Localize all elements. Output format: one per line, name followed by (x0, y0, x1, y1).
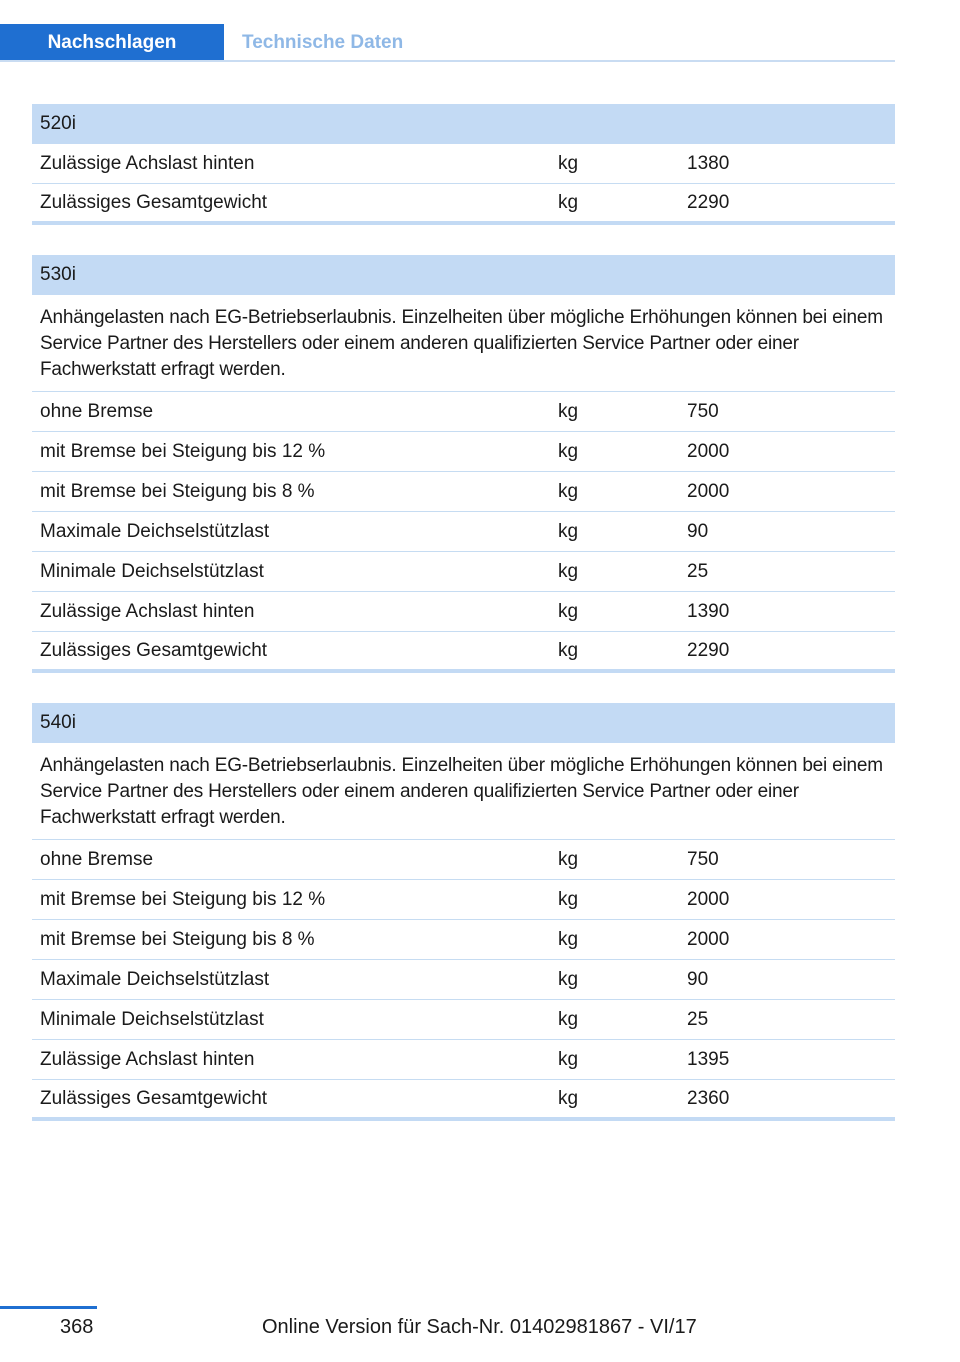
table-row (32, 392, 895, 432)
row-unit: kg (558, 400, 579, 422)
row-unit: kg (558, 848, 579, 870)
table-row (32, 512, 895, 552)
page-number: 368 (60, 1316, 94, 1338)
spec-table (32, 703, 895, 1121)
row-label: Minimale Deichselstützlast (40, 560, 264, 582)
row-label: Zulässiges Gesamtgewicht (40, 1087, 268, 1109)
table-row (32, 472, 895, 512)
row-value: 2290 (687, 639, 730, 661)
table-row (32, 960, 895, 1000)
table-title: 540i (32, 703, 895, 743)
row-label: Minimale Deichselstützlast (40, 1008, 264, 1030)
row-label: ohne Bremse (40, 400, 154, 422)
table-row (32, 1080, 895, 1121)
header-divider (0, 60, 895, 62)
footer-accent-line (0, 1306, 97, 1309)
row-value: 90 (687, 968, 709, 990)
tab-nachschlagen[interactable]: Nachschlagen (0, 24, 224, 62)
row-unit: kg (558, 928, 579, 950)
row-unit: kg (558, 1008, 579, 1030)
row-unit: kg (558, 560, 579, 582)
table-row (32, 144, 895, 184)
row-value: 2290 (687, 191, 730, 213)
row-unit: kg (558, 1087, 579, 1109)
table-row (32, 1040, 895, 1080)
row-unit: kg (558, 480, 579, 502)
row-value: 2360 (687, 1087, 730, 1109)
table-row (32, 840, 895, 880)
row-unit: kg (558, 152, 579, 174)
row-value: 90 (687, 520, 709, 542)
row-label: mit Bremse bei Steigung bis 12 % (40, 440, 326, 462)
row-value: 2000 (687, 928, 730, 950)
row-label: Zulässiges Gesamtgewicht (40, 191, 268, 213)
table-title: 520i (32, 104, 895, 144)
table-row (32, 920, 895, 960)
row-value: 1395 (687, 1048, 730, 1070)
page-header (0, 24, 895, 62)
row-unit: kg (558, 191, 579, 213)
row-unit: kg (558, 1048, 579, 1070)
row-label: Maximale Deichselstützlast (40, 968, 270, 990)
table-title: 530i (32, 255, 895, 295)
row-value: 2000 (687, 888, 730, 910)
row-unit: kg (558, 968, 579, 990)
row-label: ohne Bremse (40, 848, 154, 870)
tab-technische-daten[interactable]: Technische Daten (242, 32, 404, 53)
row-value: 1380 (687, 152, 730, 174)
row-label: Zulässiges Gesamtgewicht (40, 639, 268, 661)
online-version-text: Online Version für Sach-Nr. 01402981867 - VI/17 (262, 1316, 697, 1338)
row-value: 2000 (687, 480, 730, 502)
table-row (32, 632, 895, 673)
table-row (32, 880, 895, 920)
row-unit: kg (558, 440, 579, 462)
table-row (32, 184, 895, 225)
row-unit: kg (558, 888, 579, 910)
row-value: 2000 (687, 440, 730, 462)
table-row (32, 592, 895, 632)
row-value: 25 (687, 560, 709, 582)
row-value: 750 (687, 848, 719, 870)
table-row (32, 432, 895, 472)
row-unit: kg (558, 639, 579, 661)
row-value: 1390 (687, 600, 730, 622)
table-note: Anhängelasten nach EG-Betriebserlaubnis. Einzelheiten über mögliche Erhöhungen können bei einem Service Partner des Herstellers oder einem anderen qualifizierten Service Partner oder einer Fachwerkstatt erfragt werden. (32, 743, 895, 840)
row-label: Zulässige Achslast hinten (40, 152, 255, 174)
row-label: mit Bremse bei Steigung bis 12 % (40, 888, 326, 910)
row-unit: kg (558, 520, 579, 542)
row-unit: kg (558, 600, 579, 622)
row-label: mit Bremse bei Steigung bis 8 % (40, 928, 315, 950)
table-note: Anhängelasten nach EG-Betriebserlaubnis. Einzelheiten über mögliche Erhöhungen können bei einem Service Partner des Herstellers oder einem anderen qualifizierten Service Partner oder einer Fachwerkstatt erfragt werden. (32, 295, 895, 392)
row-label: Zulässige Achslast hinten (40, 600, 255, 622)
table-row (32, 552, 895, 592)
spec-tables (32, 104, 895, 1151)
row-value: 750 (687, 400, 719, 422)
spec-table (32, 255, 895, 673)
row-value: 25 (687, 1008, 709, 1030)
row-label: Zulässige Achslast hinten (40, 1048, 255, 1070)
spec-table (32, 104, 895, 225)
row-label: Maximale Deichselstützlast (40, 520, 270, 542)
table-row (32, 1000, 895, 1040)
row-label: mit Bremse bei Steigung bis 8 % (40, 480, 315, 502)
